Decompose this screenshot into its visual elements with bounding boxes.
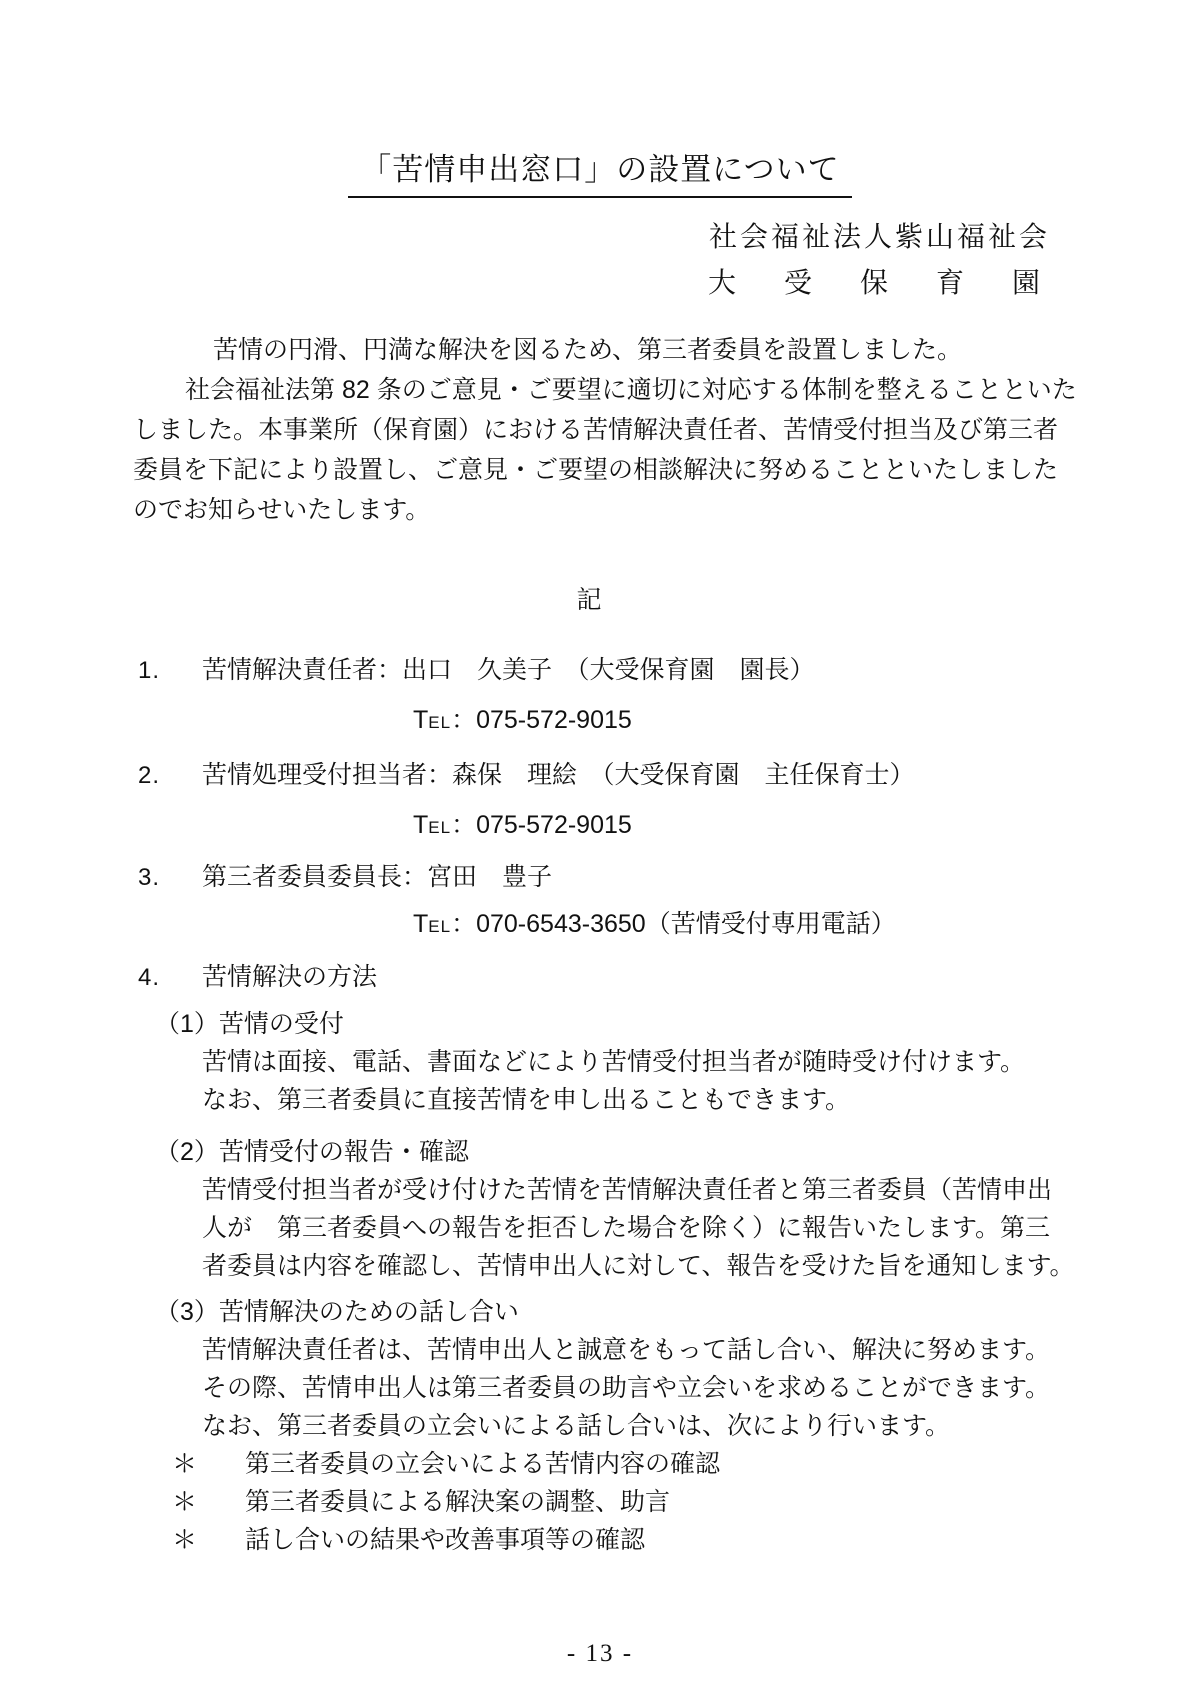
- section-line: なお、第三者委員に直接苦情を申し出ることもできます。: [202, 1086, 851, 1114]
- bullet-item: [133, 1483, 1073, 1521]
- tel-label: TEL: [413, 811, 452, 839]
- tel-number: 075-572-9015: [476, 811, 632, 839]
- intro-paragraph: [133, 330, 1077, 530]
- list-item-1: [138, 650, 815, 686]
- tel-number: 070-6543-3650: [476, 910, 646, 938]
- section-line: 者委員は内容を確認し、苦情申出人に対して、報告を受けた旨を通知します。: [202, 1252, 1075, 1280]
- bullet-item: [133, 1445, 1073, 1483]
- tel-line-1: [413, 700, 632, 736]
- item-text: 苦情解決責任者：出口 久美子 （大受保育園 園長）: [202, 656, 815, 684]
- intro-line: 苦情の円滑、円満な解決を図るため、第三者委員を設置しました。: [213, 336, 963, 364]
- section-line: 苦情解決責任者は、苦情申出人と誠意をもって話し合い、解決に努めます。: [202, 1336, 1051, 1364]
- tel-label: TEL: [413, 706, 452, 734]
- tel-number: 075-572-9015: [476, 706, 632, 734]
- tel-separator: ：: [451, 706, 477, 734]
- item-text: 苦情処理受付担当者：森保 理絵 （大受保育園 主任保育士）: [202, 761, 915, 789]
- section-heading: （1）苦情の受付: [155, 1010, 344, 1038]
- bullet-text: 第三者委員の立会いによる苦情内容の確認: [245, 1450, 721, 1478]
- tel-separator: ：: [451, 811, 477, 839]
- item-number: 4.: [138, 964, 161, 991]
- item-text: 第三者委員委員長：宮田 豊子: [202, 863, 553, 891]
- section-2: [133, 1133, 1073, 1285]
- item-number: 1.: [138, 657, 161, 684]
- asterisk-marker: ＊: [172, 1488, 198, 1516]
- intro-line: 委員を下記により設置し、ご意見・ご要望の相談解決に努めることといたしました: [133, 456, 1059, 484]
- list-item-4: [138, 957, 377, 993]
- tel-separator: ：: [451, 910, 477, 938]
- section-line: その際、苦情申出人は第三者委員の助言や立会いを求めることができます。: [202, 1374, 1051, 1402]
- section-3: [133, 1293, 1073, 1559]
- section-line: なお、第三者委員の立会いによる話し合いは、次により行います。: [202, 1412, 951, 1440]
- intro-line: のでお知らせいたします。: [133, 496, 431, 524]
- list-item-2: [138, 755, 915, 791]
- organization-name: 社会福祉法人紫山福祉会: [708, 221, 1050, 252]
- intro-line: 社会福祉法第 82 条のご意見・ご要望に適切に対応する体制を整えることといた: [185, 376, 1077, 404]
- page-title: 「苦情申出窓口」の設置について: [348, 144, 851, 198]
- tel-label: TEL: [413, 910, 452, 938]
- section-heading: （3）苦情解決のための話し合い: [155, 1298, 519, 1326]
- bullet-text: 第三者委員による解決案の調整、助言: [245, 1488, 671, 1516]
- bullet-text: 話し合いの結果や改善事項等の確認: [245, 1526, 646, 1554]
- section-1: [133, 1005, 1073, 1119]
- section-heading: （2）苦情受付の報告・確認: [155, 1138, 469, 1166]
- tel-line-2: [413, 805, 632, 841]
- list-item-3: [138, 857, 552, 893]
- ki-marker: 記: [576, 586, 602, 614]
- section-line: 人が 第三者委員への報告を拒否した場合を除く）に報告いたします。第三: [202, 1214, 1051, 1242]
- page-number: - 13 -: [566, 1640, 634, 1667]
- tel-line-3: [413, 904, 896, 940]
- item-text: 苦情解決の方法: [202, 963, 378, 991]
- item-number: 2.: [138, 762, 161, 789]
- tel-note: （苦情受付専用電話）: [645, 910, 896, 938]
- asterisk-marker: ＊: [172, 1450, 198, 1478]
- section-line: 苦情は面接、電話、書面などにより苦情受付担当者が随時受け付けます。: [202, 1048, 1026, 1076]
- intro-line: しました。本事業所（保育園）における苦情解決責任者、苦情受付担当及び第三者: [133, 416, 1059, 444]
- asterisk-marker: ＊: [172, 1526, 198, 1554]
- title-container: [0, 144, 1200, 198]
- facility-name: 大 受 保 育 園: [707, 267, 1050, 298]
- bullet-item: [133, 1521, 1073, 1559]
- organization-block: [708, 214, 1050, 306]
- section-line: 苦情受付担当者が受け付けた苦情を苦情解決責任者と第三者委員（苦情申出: [202, 1176, 1053, 1204]
- item-number: 3.: [138, 864, 161, 891]
